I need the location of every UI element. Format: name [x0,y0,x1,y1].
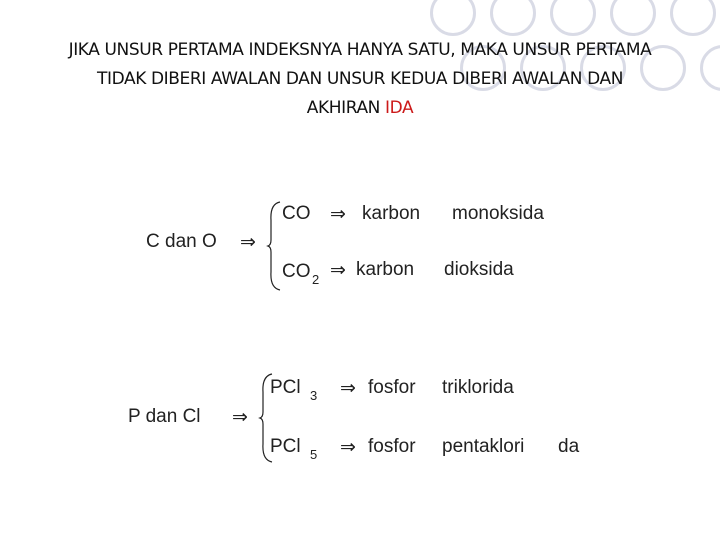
example2-elements: P dan Cl [128,406,201,427]
example2-row1-prefix-word: fosfor [368,377,416,398]
example1-row1-arrow: ⇒ [330,203,346,225]
example2-row2-name-tail: da [558,436,580,457]
title-line-1: JIKA UNSUR PERTAMA INDEKSNYA HANYA SATU, MAKA UNSUR PERTAMA [68,40,652,60]
example2-row1-arrow: ⇒ [340,377,356,399]
example1-row2-prefix-word: karbon [356,259,415,280]
example1-row1-formula: CO [282,203,311,224]
title-line-2: TIDAK DIBERI AWALAN DAN UNSUR KEDUA DIBERI AWALAN DAN [96,69,624,89]
example2-row1-name: triklorida [442,377,514,398]
example2-row2-formula: PCl [270,436,301,457]
example1-row2-formula: CO [282,261,311,282]
example1-elements: C dan O [146,231,217,252]
example1-left-arrow: ⇒ [240,231,256,253]
example1-row2-arrow: ⇒ [330,259,346,281]
example2-row2-name: pentaklori [442,436,525,457]
example2-row1-subscript: 3 [310,388,318,403]
example2-row2-arrow: ⇒ [340,436,356,458]
example1-row2-subscript: 2 [312,272,320,287]
example1-row1-name: monoksida [452,203,544,224]
example2-row1-formula: PCl [270,377,301,398]
example2-row2-prefix-word: fosfor [368,436,416,457]
title-line-3-prefix: AKHIRAN [306,98,385,118]
example2-row2-subscript: 5 [310,447,318,462]
example2-left-arrow: ⇒ [232,406,248,428]
example1-row1-prefix-word: karbon [362,203,421,224]
title-accent-ida: IDA [385,98,414,118]
example1-row2-name: dioksida [444,259,514,280]
